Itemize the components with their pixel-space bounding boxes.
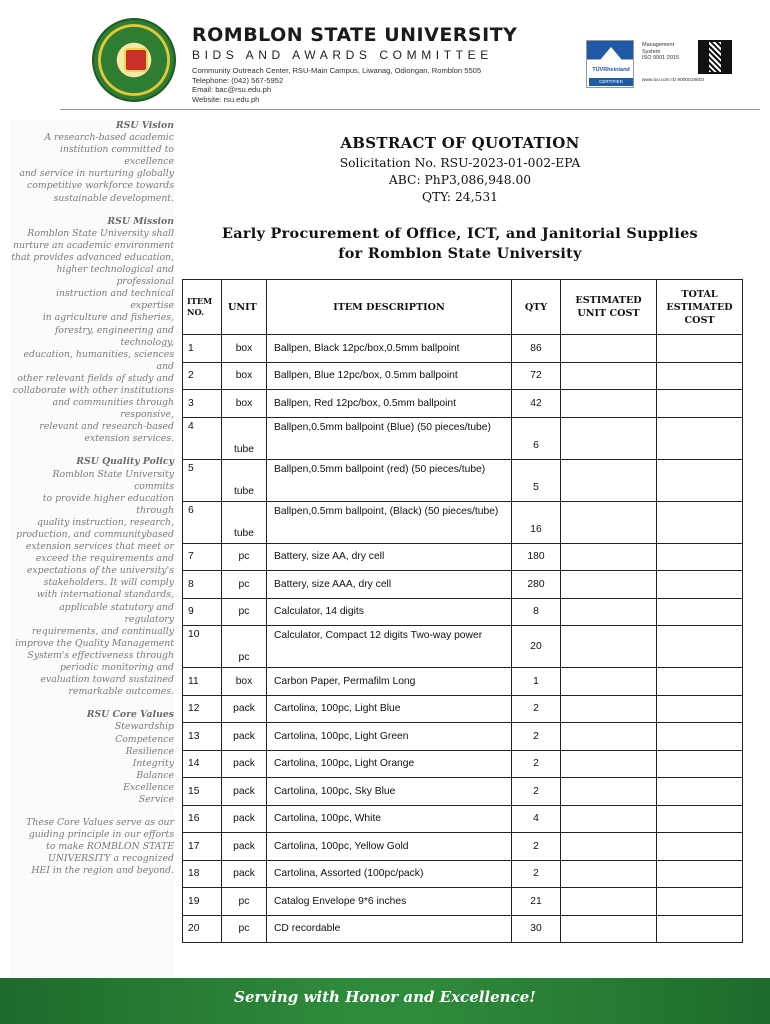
closing-line: UNIVERSITY a recognized bbox=[48, 853, 174, 865]
mission-text bbox=[10, 228, 174, 446]
header-line: ESTIMATED bbox=[575, 295, 642, 306]
cell-qty: 30 bbox=[512, 915, 561, 943]
table-header-row bbox=[183, 280, 743, 335]
cell-item-no: 16 bbox=[183, 805, 222, 833]
header-line: COST bbox=[684, 314, 715, 326]
cell-description: Cartolina, 100pc, Light Green bbox=[267, 723, 512, 751]
contact-telephone: Telephone: (042) 567-5952 bbox=[192, 75, 284, 85]
cell-item-no: 7 bbox=[183, 543, 222, 571]
mission-line: nurture an academic environment bbox=[12, 239, 174, 251]
cell-total-cost bbox=[657, 860, 743, 888]
vision-title: RSU Vision bbox=[115, 120, 174, 131]
sidebar bbox=[10, 120, 174, 978]
cell-description: Battery, size AAA, dry cell bbox=[267, 571, 512, 599]
cell-qty: 2 bbox=[512, 723, 561, 751]
table-row bbox=[183, 750, 743, 778]
cell-unit-cost bbox=[561, 668, 657, 696]
cell-unit: box bbox=[222, 668, 267, 696]
cell-item-no: 20 bbox=[183, 915, 222, 943]
vision-line: competitive workforce towards bbox=[27, 180, 174, 192]
table-row bbox=[183, 417, 743, 459]
quality-line: production, and communitybased bbox=[16, 529, 174, 540]
cert-site: www.tuv.com ID 9000019803 bbox=[642, 78, 705, 83]
mission-line: instruction and technical expertise bbox=[56, 288, 174, 312]
vision-line: sustainable development. bbox=[53, 192, 174, 204]
cell-unit-cost bbox=[561, 417, 657, 459]
cell-unit: pack bbox=[222, 750, 267, 778]
core-value: Balance bbox=[136, 769, 174, 781]
cell-unit: tube bbox=[222, 501, 267, 543]
core-value: Service bbox=[138, 793, 174, 805]
cell-item-no: 2 bbox=[183, 362, 222, 390]
cell-qty: 2 bbox=[512, 750, 561, 778]
mission-line: Romblon State University shall bbox=[27, 227, 174, 239]
cell-qty: 86 bbox=[512, 335, 561, 363]
cell-total-cost bbox=[657, 833, 743, 861]
document-title: ABSTRACT OF QUOTATION bbox=[340, 134, 580, 152]
header-total-cost bbox=[657, 280, 743, 335]
mission-line: extension services. bbox=[84, 433, 174, 445]
closing-text bbox=[10, 817, 174, 877]
quality-text bbox=[10, 469, 174, 699]
qr-code-icon bbox=[698, 40, 732, 74]
table-row bbox=[183, 668, 743, 696]
tuv-triangle-icon bbox=[600, 47, 622, 60]
cell-unit: pc bbox=[222, 598, 267, 626]
cell-qty: 280 bbox=[512, 571, 561, 599]
table-row bbox=[183, 543, 743, 571]
table-row bbox=[183, 833, 743, 861]
closing-section bbox=[10, 817, 174, 877]
cell-unit-cost bbox=[561, 335, 657, 363]
cell-unit: pack bbox=[222, 833, 267, 861]
cell-total-cost bbox=[657, 805, 743, 833]
cell-total-cost bbox=[657, 750, 743, 778]
quality-line: requirements, and continually bbox=[31, 625, 174, 637]
cell-total-cost bbox=[657, 626, 743, 668]
committee-name: BIDS AND AWARDS COMMITTEE bbox=[192, 48, 493, 62]
contact-email: Email: bac@rsu.edu.ph bbox=[192, 85, 272, 94]
header-line: UNIT COST bbox=[577, 308, 640, 319]
cell-unit: pc bbox=[222, 888, 267, 916]
cell-qty: 5 bbox=[512, 459, 561, 501]
table-row bbox=[183, 571, 743, 599]
cell-description: Ballpen,0.5mm ballpoint, (Black) (50 pieces/tube) bbox=[267, 501, 512, 543]
cell-item-no: 3 bbox=[183, 390, 222, 418]
cell-total-cost bbox=[657, 571, 743, 599]
tuv-mark: TÜVRheinland bbox=[592, 67, 630, 73]
project-title-line: for Romblon State University bbox=[338, 245, 582, 262]
project-title bbox=[180, 224, 740, 264]
cell-description: CD recordable bbox=[267, 915, 512, 943]
core-values-title: RSU Core Values bbox=[86, 709, 174, 721]
cell-description: Carbon Paper, Permafilm Long bbox=[267, 668, 512, 696]
mission-title: RSU Mission bbox=[107, 215, 174, 227]
cell-unit-cost bbox=[561, 723, 657, 751]
cell-item-no: 5 bbox=[183, 459, 222, 501]
quality-line: with international standards, bbox=[36, 589, 174, 601]
iso-line: System bbox=[642, 48, 661, 55]
cell-unit-cost bbox=[561, 571, 657, 599]
mission-line: collaborate with other institutions bbox=[12, 384, 174, 396]
table-row bbox=[183, 805, 743, 833]
cell-total-cost bbox=[657, 362, 743, 390]
quality-line: stakeholders. It will comply bbox=[43, 577, 174, 589]
header-description: ITEM DESCRIPTION bbox=[267, 280, 512, 335]
quality-line: quality instruction, research, bbox=[36, 516, 174, 528]
cell-total-cost bbox=[657, 668, 743, 696]
header-item-no bbox=[183, 280, 222, 335]
cell-unit-cost bbox=[561, 598, 657, 626]
cell-total-cost bbox=[657, 915, 743, 943]
cell-qty: 20 bbox=[512, 626, 561, 668]
cell-unit: pack bbox=[222, 723, 267, 751]
cell-qty: 16 bbox=[512, 501, 561, 543]
cell-description: Ballpen,0.5mm ballpoint (red) (50 pieces/tube) bbox=[267, 459, 512, 501]
quality-line: to provide higher education through bbox=[42, 492, 174, 516]
contact-website: Website: rsu.edu.ph bbox=[192, 94, 260, 104]
cell-description: Calculator, Compact 12 digits Two-way power bbox=[267, 626, 512, 668]
cell-item-no: 11 bbox=[183, 668, 222, 696]
table-row bbox=[183, 501, 743, 543]
quality-line: expectations of the university's bbox=[26, 565, 174, 577]
cell-unit: pack bbox=[222, 805, 267, 833]
cell-description: Ballpen, Blue 12pc/box, 0.5mm ballpoint bbox=[267, 362, 512, 390]
cell-unit-cost bbox=[561, 459, 657, 501]
contact-address: Community Outreach Center, RSU-Main Campus, Liwanag, Odiongan, Romblon 5505 bbox=[192, 66, 482, 75]
cell-description: Cartolina, 100pc, Light Blue bbox=[267, 695, 512, 723]
mission-section bbox=[10, 216, 174, 446]
cell-total-cost bbox=[657, 417, 743, 459]
cell-unit-cost bbox=[561, 695, 657, 723]
cell-item-no: 6 bbox=[183, 501, 222, 543]
table-row bbox=[183, 695, 743, 723]
cell-total-cost bbox=[657, 459, 743, 501]
cell-total-cost bbox=[657, 723, 743, 751]
vision-line: and service in nurturing globally bbox=[19, 168, 174, 180]
cell-unit: pc bbox=[222, 626, 267, 668]
quality-line: evaluation toward sustained bbox=[40, 674, 174, 686]
cell-unit: pc bbox=[222, 915, 267, 943]
vision-section bbox=[10, 120, 174, 205]
core-value: Resilience bbox=[125, 745, 174, 757]
mission-line: forestry, engineering and technology, bbox=[54, 324, 174, 348]
seal-emblem-icon bbox=[124, 48, 148, 72]
contact-block bbox=[192, 66, 552, 104]
footer-banner bbox=[0, 978, 770, 1024]
cell-qty: 1 bbox=[512, 668, 561, 696]
letterhead bbox=[192, 24, 552, 104]
cell-item-no: 14 bbox=[183, 750, 222, 778]
quality-line: periodic monitoring and bbox=[59, 662, 174, 674]
table-row bbox=[183, 860, 743, 888]
mission-line: relevant and research-based bbox=[39, 421, 174, 433]
core-values-list bbox=[10, 721, 174, 806]
cell-description: Cartolina, 100pc, White bbox=[267, 805, 512, 833]
cell-unit-cost bbox=[561, 805, 657, 833]
header-unit-cost bbox=[561, 280, 657, 335]
quality-line: applicable statutory and regulatory bbox=[59, 601, 174, 625]
tuv-certified: CERTIFIED bbox=[589, 78, 633, 86]
closing-line: These Core Values serve as our bbox=[26, 817, 174, 829]
core-value: Integrity bbox=[132, 757, 174, 769]
mission-line: higher technological and professional bbox=[56, 264, 174, 288]
cell-qty: 2 bbox=[512, 695, 561, 723]
cell-item-no: 18 bbox=[183, 860, 222, 888]
table-row bbox=[183, 915, 743, 943]
table-row bbox=[183, 723, 743, 751]
cell-qty: 6 bbox=[512, 417, 561, 459]
solicitation-block bbox=[180, 155, 740, 206]
cell-unit: tube bbox=[222, 459, 267, 501]
header-qty: QTY bbox=[512, 280, 561, 335]
abc-amount: ABC: PhP3,086,948.00 bbox=[388, 173, 532, 187]
cell-item-no: 12 bbox=[183, 695, 222, 723]
cell-description: Ballpen,0.5mm ballpoint (Blue) (50 pieces/tube) bbox=[267, 417, 512, 459]
cell-qty: 180 bbox=[512, 543, 561, 571]
header-line: NO. bbox=[187, 307, 204, 317]
iso-line: ISO 9001:2015 bbox=[642, 55, 680, 62]
cell-qty: 2 bbox=[512, 833, 561, 861]
header-divider bbox=[60, 109, 760, 110]
cell-item-no: 8 bbox=[183, 571, 222, 599]
mission-line: in agriculture and fisheries, bbox=[42, 312, 174, 324]
cell-unit: pack bbox=[222, 778, 267, 806]
cell-unit-cost bbox=[561, 860, 657, 888]
closing-line: guiding principle in our efforts bbox=[28, 829, 174, 841]
quality-line: exceed the requirements and bbox=[35, 553, 174, 565]
certification-badge bbox=[586, 40, 736, 90]
cell-total-cost bbox=[657, 335, 743, 363]
quality-line: remarkable outcomes. bbox=[68, 686, 174, 698]
mission-line: education, humanities, sciences and bbox=[23, 348, 174, 372]
closing-line: to make ROMBLON STATE bbox=[46, 841, 174, 853]
cell-unit-cost bbox=[561, 501, 657, 543]
cell-description: Cartolina, 100pc, Light Orange bbox=[267, 750, 512, 778]
cell-unit-cost bbox=[561, 362, 657, 390]
cell-unit: pack bbox=[222, 695, 267, 723]
table-row bbox=[183, 626, 743, 668]
mission-line: other relevant fields of study and bbox=[17, 372, 174, 384]
project-title-line: Early Procurement of Office, ICT, and Janitorial Supplies bbox=[222, 225, 698, 242]
cell-description: Cartolina, 100pc, Sky Blue bbox=[267, 778, 512, 806]
cell-qty: 2 bbox=[512, 778, 561, 806]
cell-unit: pc bbox=[222, 543, 267, 571]
cell-description: Calculator, 14 digits bbox=[267, 598, 512, 626]
cell-unit-cost bbox=[561, 915, 657, 943]
cell-qty: 2 bbox=[512, 860, 561, 888]
table-row bbox=[183, 459, 743, 501]
table-row bbox=[183, 390, 743, 418]
cell-item-no: 13 bbox=[183, 723, 222, 751]
core-values-section bbox=[10, 709, 174, 806]
cell-unit: box bbox=[222, 390, 267, 418]
cell-description: Battery, size AA, dry cell bbox=[267, 543, 512, 571]
mission-line: that provides advanced education, bbox=[11, 251, 174, 263]
cell-description: Cartolina, 100pc, Yellow Gold bbox=[267, 833, 512, 861]
solicitation-number: Solicitation No. RSU-2023-01-002-EPA bbox=[339, 156, 581, 170]
cell-total-cost bbox=[657, 695, 743, 723]
cell-qty: 4 bbox=[512, 805, 561, 833]
closing-line: HEI in the region and beyond. bbox=[31, 865, 174, 877]
cell-total-cost bbox=[657, 778, 743, 806]
mission-line: and communities through responsive, bbox=[52, 397, 174, 421]
cell-unit: box bbox=[222, 362, 267, 390]
table-row bbox=[183, 335, 743, 363]
cell-total-cost bbox=[657, 501, 743, 543]
cell-unit-cost bbox=[561, 543, 657, 571]
vision-line: A research-based academic bbox=[44, 132, 174, 144]
cell-description: Ballpen, Black 12pc/box,0.5mm ballpoint bbox=[267, 335, 512, 363]
cell-unit: pack bbox=[222, 860, 267, 888]
quality-line: extension services that meet or bbox=[25, 541, 174, 553]
tuv-logo bbox=[586, 40, 634, 88]
quality-line: Romblon State University commits bbox=[52, 468, 174, 492]
cell-unit-cost bbox=[561, 888, 657, 916]
core-value: Competence bbox=[115, 733, 174, 745]
iso-label bbox=[642, 42, 679, 62]
cell-description: Cartolina, Assorted (100pc/pack) bbox=[267, 860, 512, 888]
cell-unit-cost bbox=[561, 390, 657, 418]
iso-line: Management bbox=[642, 42, 675, 48]
footer-slogan: Serving with Honor and Excellence! bbox=[234, 988, 536, 1006]
table-row bbox=[183, 598, 743, 626]
core-value: Excellence bbox=[123, 781, 174, 793]
cell-unit: tube bbox=[222, 417, 267, 459]
header-line: ESTIMATED bbox=[666, 301, 733, 313]
quality-line: System's effectiveness through bbox=[27, 649, 174, 661]
cell-unit: box bbox=[222, 335, 267, 363]
cell-item-no: 15 bbox=[183, 778, 222, 806]
cell-qty: 72 bbox=[512, 362, 561, 390]
cell-total-cost bbox=[657, 888, 743, 916]
cell-item-no: 4 bbox=[183, 417, 222, 459]
table-row bbox=[183, 888, 743, 916]
table-row bbox=[183, 778, 743, 806]
cell-unit-cost bbox=[561, 626, 657, 668]
cell-item-no: 1 bbox=[183, 335, 222, 363]
vision-text bbox=[10, 132, 174, 205]
quotation-table bbox=[182, 279, 743, 943]
cell-unit-cost bbox=[561, 833, 657, 861]
university-seal-logo bbox=[92, 18, 176, 102]
table-row bbox=[183, 362, 743, 390]
cell-qty: 42 bbox=[512, 390, 561, 418]
cell-item-no: 17 bbox=[183, 833, 222, 861]
cell-description: Ballpen, Red 12pc/box, 0.5mm ballpoint bbox=[267, 390, 512, 418]
cell-item-no: 10 bbox=[183, 626, 222, 668]
university-name: ROMBLON STATE UNIVERSITY bbox=[192, 24, 518, 46]
header-unit: UNIT bbox=[222, 280, 267, 335]
cell-description: Catalog Envelope 9*6 inches bbox=[267, 888, 512, 916]
header-line: TOTAL bbox=[681, 288, 718, 300]
quality-line: improve the Quality Management bbox=[15, 637, 174, 649]
vision-line: institution committed to excellence bbox=[59, 144, 174, 168]
cell-total-cost bbox=[657, 543, 743, 571]
cell-unit: pc bbox=[222, 571, 267, 599]
total-quantity: QTY: 24,531 bbox=[422, 190, 498, 204]
table-body bbox=[183, 335, 743, 943]
cell-qty: 21 bbox=[512, 888, 561, 916]
core-value: Stewardship bbox=[114, 721, 174, 733]
cell-total-cost bbox=[657, 390, 743, 418]
cell-item-no: 19 bbox=[183, 888, 222, 916]
cell-qty: 8 bbox=[512, 598, 561, 626]
quality-title: RSU Quality Policy bbox=[76, 456, 174, 468]
cell-unit-cost bbox=[561, 778, 657, 806]
cell-item-no: 9 bbox=[183, 598, 222, 626]
cell-unit-cost bbox=[561, 750, 657, 778]
header-line: ITEM bbox=[187, 296, 213, 306]
cell-total-cost bbox=[657, 598, 743, 626]
quality-section bbox=[10, 456, 174, 698]
